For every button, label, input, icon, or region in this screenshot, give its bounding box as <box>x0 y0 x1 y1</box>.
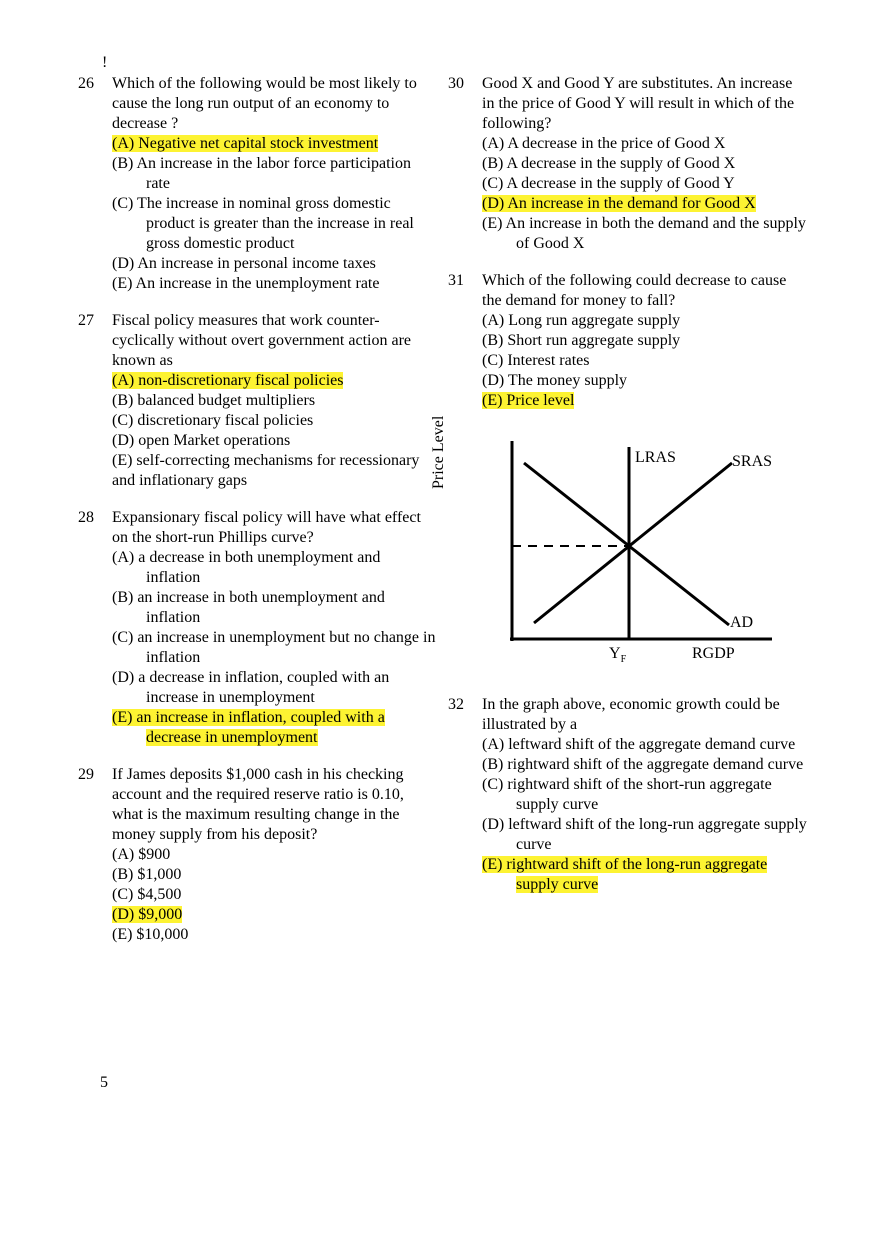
question-number: 31 <box>448 272 464 289</box>
option-b <box>112 588 438 628</box>
option-d <box>112 668 438 708</box>
option-text: (C) discretionary fiscal policies <box>112 412 314 429</box>
question-30 <box>448 74 808 254</box>
question-32 <box>448 695 808 895</box>
right-column <box>430 74 808 895</box>
option-d <box>112 905 438 925</box>
option-b <box>112 865 438 885</box>
sras-line <box>534 463 732 623</box>
option-e <box>482 391 808 411</box>
question-number: 28 <box>78 509 94 526</box>
option-text: (B) an increase in both unemployment and inflation <box>112 589 385 626</box>
graph-svg <box>438 441 778 677</box>
option-b <box>482 755 808 775</box>
ad-line <box>524 463 729 625</box>
x-axis-label: RGDP <box>692 645 735 662</box>
option-text: (C) an increase in unemployment but no change in inflation <box>112 629 436 666</box>
question-number: 30 <box>448 75 464 92</box>
option-d <box>482 194 808 214</box>
option-text: (A) leftward shift of the aggregate demand curve <box>482 736 796 753</box>
question-27 <box>78 311 438 491</box>
option-b <box>112 391 438 411</box>
option-b <box>482 154 808 174</box>
left-column <box>78 74 438 945</box>
option-text: (E) Price level <box>482 392 575 409</box>
option-text: (D) leftward shift of the long-run aggregate supply curve <box>482 816 807 853</box>
option-text: (B) Short run aggregate supply <box>482 332 681 349</box>
yf-subscript: F <box>620 654 627 666</box>
option-text: (A) Negative net capital stock investment <box>112 135 379 152</box>
ad-label: AD <box>730 614 754 631</box>
sras-label: SRAS <box>732 453 773 470</box>
option-text: (E) self-correcting mechanisms for recessionary and inflationary gaps <box>112 452 420 489</box>
question-28 <box>78 508 438 748</box>
option-text: (A) Long run aggregate supply <box>482 312 681 329</box>
option-text: (A) A decrease in the price of Good X <box>482 135 726 152</box>
option-text: (E) an increase in inflation, coupled with a decrease in unemployment <box>112 709 385 746</box>
question-stem: Which of the following could decrease to cause the demand for money to fall? <box>482 272 787 309</box>
option-text: (B) balanced budget multipliers <box>112 392 316 409</box>
option-c <box>112 885 438 905</box>
option-b <box>482 331 808 351</box>
question-number: 32 <box>448 696 464 713</box>
page-mark: ! <box>102 54 108 71</box>
question-stem: Expansionary fiscal policy will have what effect on the short-run Phillips curve? <box>112 509 421 546</box>
option-e <box>112 274 438 294</box>
option-text: (C) A decrease in the supply of Good Y <box>482 175 735 192</box>
question-stem: Which of the following would be most likely to cause the long run output of an economy to decrease ? <box>112 75 417 132</box>
option-a <box>482 735 808 755</box>
option-text: (E) An increase in both the demand and the supply of Good X <box>482 215 806 252</box>
option-text: (D) An increase in personal income taxes <box>112 255 376 272</box>
option-text: (E) An increase in the unemployment rate <box>112 275 380 292</box>
option-d <box>112 431 438 451</box>
question-31 <box>448 271 808 411</box>
option-text: (A) a decrease in both unemployment and inflation <box>112 549 381 586</box>
option-text: (D) An increase in the demand for Good X <box>482 195 756 212</box>
ad-as-graph <box>430 415 778 677</box>
option-b <box>112 154 438 194</box>
yf-label <box>609 645 626 665</box>
page-number: 5 <box>100 1074 108 1091</box>
option-text: (D) The money supply <box>482 372 628 389</box>
option-text: (D) a decrease in inflation, coupled with an increase in unemployment <box>112 669 390 706</box>
option-text: (C) Interest rates <box>482 352 590 369</box>
option-c <box>482 775 808 815</box>
option-text: (D) $9,000 <box>112 906 183 923</box>
question-26 <box>78 74 438 294</box>
question-number: 26 <box>78 75 94 92</box>
question-number: 29 <box>78 766 94 783</box>
option-text: (B) A decrease in the supply of Good X <box>482 155 736 172</box>
option-text: (C) rightward shift of the short-run aggregate supply curve <box>482 776 772 813</box>
option-a <box>482 134 808 154</box>
y-axis-label: Price Level <box>430 415 447 489</box>
question-29 <box>78 765 438 945</box>
option-text: (C) $4,500 <box>112 886 182 903</box>
option-text: (E) rightward shift of the long-run aggregate supply curve <box>482 856 768 893</box>
question-stem: Good X and Good Y are substitutes. An increase in the price of Good Y will result in which of the following? <box>482 75 795 132</box>
question-stem: If James deposits $1,000 cash in his checking account and the required reserve ratio is 0.10, what is the maximum resulting change in the money supply from his deposit? <box>112 766 404 843</box>
option-c <box>112 194 438 254</box>
option-c <box>112 628 438 668</box>
question-number: 27 <box>78 312 94 329</box>
option-text: (A) $900 <box>112 846 171 863</box>
option-a <box>482 311 808 331</box>
option-a <box>112 134 438 154</box>
question-stem: In the graph above, economic growth could be illustrated by a <box>482 696 780 733</box>
option-e <box>112 925 438 945</box>
option-a <box>112 371 438 391</box>
option-e <box>112 451 438 491</box>
option-d <box>112 254 438 274</box>
option-a <box>112 548 438 588</box>
question-stem: Fiscal policy measures that work counter-cyclically without overt government action are known as <box>112 312 411 369</box>
option-text: (A) non-discretionary fiscal policies <box>112 372 344 389</box>
option-c <box>482 351 808 371</box>
lras-label: LRAS <box>635 449 676 466</box>
option-a <box>112 845 438 865</box>
option-text: (D) open Market operations <box>112 432 291 449</box>
option-text: (B) $1,000 <box>112 866 182 883</box>
option-d <box>482 815 808 855</box>
option-e <box>482 855 808 895</box>
option-text: (E) $10,000 <box>112 926 189 943</box>
option-text: (B) rightward shift of the aggregate demand curve <box>482 756 804 773</box>
option-d <box>482 371 808 391</box>
option-text: (C) The increase in nominal gross domestic product is greater than the increase in real gross domestic product <box>112 195 414 252</box>
option-text: (B) An increase in the labor force participation rate <box>112 155 411 192</box>
option-c <box>482 174 808 194</box>
option-e <box>112 708 438 748</box>
option-e <box>482 214 808 254</box>
option-c <box>112 411 438 431</box>
yf-letter: Y <box>609 645 621 662</box>
